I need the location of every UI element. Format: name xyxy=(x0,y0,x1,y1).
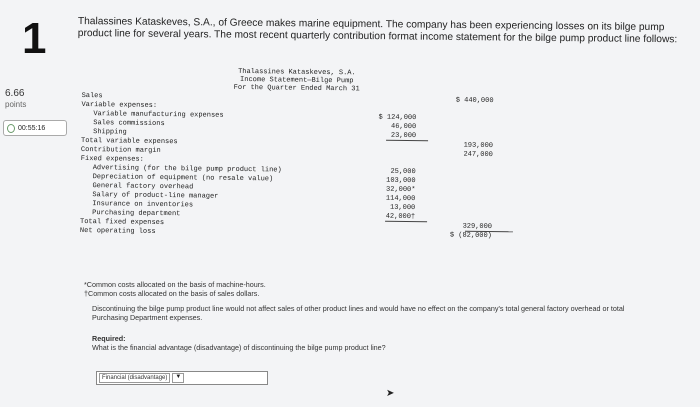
required-section xyxy=(92,334,386,352)
statement-row-label: Fixed expenses: xyxy=(80,154,144,164)
statement-row-label: Salary of product-line manager xyxy=(92,191,219,201)
statement-row-label: Contribution margin xyxy=(80,145,161,155)
statement-amount: 23,000 xyxy=(390,131,417,141)
statement-row-label: Variable expenses: xyxy=(81,100,158,110)
statement-total: 193,000 xyxy=(463,141,494,151)
statement-row-label: Depreciation of equipment (no resale value) xyxy=(92,173,274,184)
statement-company: Thalassines Kataskeves, S.A. xyxy=(238,67,356,78)
statement-row-label: Total fixed expenses xyxy=(79,217,165,228)
advantage-select[interactable]: Financial (disadvantage) xyxy=(99,373,170,383)
statement-amount: $ 124,000 xyxy=(378,113,417,123)
statement-amount: 42,000† xyxy=(385,212,416,222)
statement-amount: 103,000 xyxy=(386,176,416,186)
footnotes xyxy=(84,280,266,298)
statement-amount: 114,000 xyxy=(385,194,416,204)
footnote-machine-hours: *Common costs allocated on the basis of machine-hours. xyxy=(84,280,266,289)
statement-row-label: Variable manufacturing expenses xyxy=(93,110,224,120)
required-question: What is the financial advantage (disadvantage) of discontinuing the bilge pump product line? xyxy=(92,343,386,352)
answer-row xyxy=(96,371,268,385)
statement-amount: 32,000* xyxy=(386,185,416,195)
answer-input[interactable] xyxy=(184,372,267,384)
required-label: Required: xyxy=(92,334,126,343)
statement-amount: 13,000 xyxy=(389,203,416,213)
statement-total: $ 440,000 xyxy=(455,96,494,106)
question-intro: Thalassines Kataskeves, S.A., of Greece makes marine equipment. The company has been experiencing losses on its bilge pump product line for several years. The most recent quarterly contribution format income statement for the bilge pump product line follows: xyxy=(77,16,678,46)
statement-amount: 46,000 xyxy=(390,122,417,132)
statement-row-label: Insurance on inventories xyxy=(92,200,194,210)
statement-total: $ (82,000) xyxy=(449,231,492,241)
mouse-cursor-icon: ➤ xyxy=(386,388,395,399)
discontinue-paragraph: Discontinuing the bilge pump product line would not affect sales of other product lines and would have no effect on the company's total general factory overhead or total Purchasing Department expenses. xyxy=(92,304,625,322)
footnote-sales-dollars: †Common costs allocated on the basis of sales dollars. xyxy=(84,289,260,298)
points-box xyxy=(5,88,26,110)
income-statement xyxy=(79,62,502,277)
question-number: 1 xyxy=(22,14,47,63)
statement-total: 247,000 xyxy=(463,150,493,160)
total-rule xyxy=(386,140,428,142)
statement-row-label: Advertising (for the bilge pump product line) xyxy=(92,164,282,175)
points-label: points xyxy=(5,100,27,109)
statement-row-label: Sales xyxy=(81,91,103,101)
total-rule xyxy=(385,221,427,223)
points-value: 6.66 xyxy=(5,88,25,99)
timer-value: 00:55:16 xyxy=(18,124,46,132)
statement-row-label: Purchasing department xyxy=(92,209,181,219)
statement-amount: 25,000 xyxy=(390,167,416,177)
statement-row-label: Shipping xyxy=(93,128,127,137)
statement-row-label: Sales commissions xyxy=(93,119,165,129)
statement-row-label: Total variable expenses xyxy=(80,136,178,147)
timer xyxy=(3,120,67,136)
statement-row-label: Net operating loss xyxy=(79,226,156,236)
chevron-down-icon[interactable]: ▼ xyxy=(172,373,184,383)
statement-row-label: General factory overhead xyxy=(92,182,194,192)
statement-period: For the Quarter Ended March 31 xyxy=(233,83,360,94)
clock-icon xyxy=(7,124,15,133)
statement-total: 329,000 xyxy=(462,222,493,232)
statement-title: Income Statement—Bilge Pump xyxy=(240,75,354,86)
